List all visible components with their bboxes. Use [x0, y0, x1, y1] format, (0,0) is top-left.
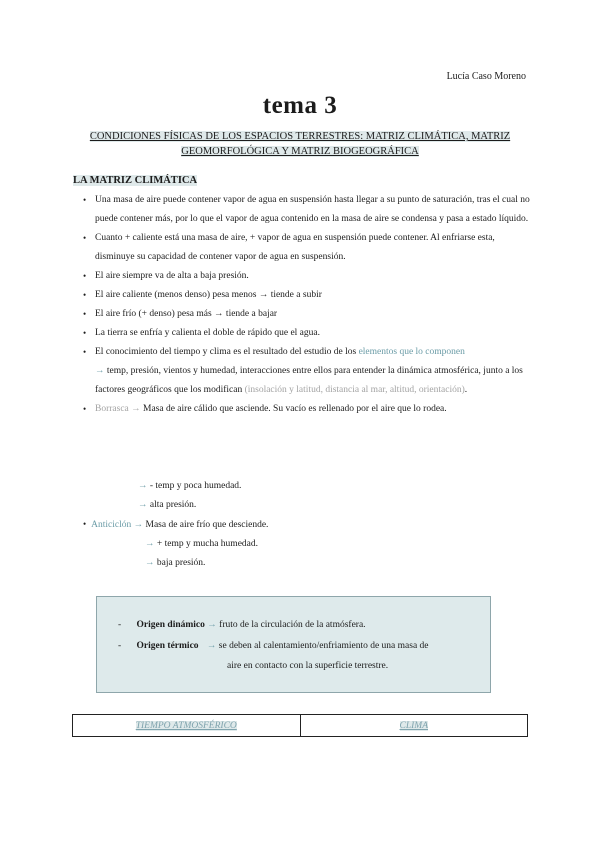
anticiclon-sub-text: + temp y mucha humedad. — [154, 539, 258, 549]
dash: - — [118, 620, 122, 630]
anticiclon-sub-2 — [145, 554, 205, 573]
list-item — [74, 229, 534, 267]
origin-box — [96, 596, 491, 693]
bullet-icon: • — [83, 519, 87, 529]
highlight-elementos: elementos que lo componen — [358, 347, 465, 357]
subtitle-text: CONDICIONES FÍSICAS DE LOS ESPACIOS TERRESTRES: MATRIZ CLIMÁTICA, MATRIZ GEOMORFOLÓGICA Y MATRIZ BIOGEOGRÁFICA — [89, 131, 511, 157]
list-item — [74, 343, 534, 400]
borrasca-sub-text: alta presión. — [147, 500, 197, 510]
bullet-text: El aire siempre va de alta a baja presión. — [95, 271, 249, 281]
borrasca-sub-1 — [138, 477, 241, 496]
list-item — [74, 305, 534, 324]
bullet-text: temp, presión, vientos y humedad, interacciones entre ellos para entender la dinámica atmosférica, junto a los factores geográficos que los modifican — [95, 366, 523, 395]
arrow-icon: → — [145, 539, 155, 549]
list-item — [74, 191, 534, 229]
origen-termico-row — [118, 639, 429, 653]
arrow-icon: → — [95, 366, 105, 376]
section-heading — [73, 175, 197, 186]
arrow-icon: → — [207, 620, 217, 630]
anticiclon-text: Masa de aire frío que desciende. — [143, 520, 269, 530]
dash: - — [118, 641, 122, 651]
list-item — [74, 400, 534, 419]
bullet-icon: • — [83, 195, 87, 205]
bullet-text: La tierra se enfría y calienta el doble de rápido que el agua. — [95, 328, 320, 338]
arrow-icon: → — [138, 481, 148, 491]
anticiclon-term: Anticiclón — [91, 520, 132, 530]
origen-dinamico-label: Origen dinámico — [136, 620, 205, 630]
bullet-list — [74, 191, 534, 419]
borrasca-sub-text: - temp y poca humedad. — [147, 481, 242, 491]
table-header-clima — [300, 715, 528, 737]
list-item — [74, 324, 534, 343]
factores-note: (insolación y latitud, distancia al mar, altitud, orientación) — [244, 385, 465, 395]
origen-termico-continuation: aire en contacto con la superficie terrestre. — [227, 661, 389, 671]
page-title: tema 3 — [262, 92, 338, 119]
list-item — [74, 286, 534, 305]
borrasca-term: Borrasca — [95, 404, 129, 414]
table-header-tiempo — [73, 715, 301, 737]
section-heading-text: LA MATRIZ CLIMÁTICA — [73, 175, 198, 186]
origen-termico-label: Origen térmico — [136, 641, 199, 651]
author-name: Lucía Caso Moreno — [446, 71, 526, 82]
bullet-icon: • — [83, 233, 87, 243]
bullet-icon: • — [83, 271, 87, 281]
bullet-text: . — [464, 385, 468, 395]
bullet-text: Cuanto + caliente está una masa de aire, + vapor de agua en suspensión puede contener. Al enfriarse esta, disminuye su capacidad de contener vapor de agua en suspensión. — [95, 233, 495, 262]
bullet-text: El aire caliente (menos denso) pesa menos → tiende a subir — [95, 290, 322, 300]
anticiclon-item — [83, 515, 268, 535]
table-header-text: CLIMA — [399, 720, 428, 731]
bullet-text: Una masa de aire puede contener vapor de agua en suspensión hasta llegar a su punto de saturación, tras el cual no puede contener más, por lo que el vapor de agua contenido en la masa de aire se condensa y pasa a estado líquido. — [95, 195, 530, 224]
origen-termico-text: se deben al calentamiento/enfriamiento de una masa de — [216, 641, 429, 651]
subtitle — [70, 129, 530, 159]
list-item — [74, 267, 534, 286]
bullet-text: El aire frío (+ denso) pesa más → tiende a bajar — [95, 309, 278, 319]
arrow-icon: → — [145, 558, 155, 568]
bullet-icon: • — [83, 328, 87, 338]
origen-dinamico-text: fruto de la circulación de la atmósfera. — [216, 620, 366, 630]
borrasca-text: Masa de aire cálido que asciende. Su vacío es rellenado por el aire que lo rodea. — [140, 404, 447, 414]
bullet-icon: • — [83, 309, 87, 319]
table-header-text: TIEMPO ATMOSFÉRICO — [135, 720, 237, 731]
bullet-icon: • — [83, 347, 87, 357]
anticiclon-sub-text: baja presión. — [154, 558, 206, 568]
arrow-icon: → — [206, 641, 217, 651]
bullet-icon: • — [83, 290, 87, 300]
bullet-icon: • — [83, 404, 87, 414]
origen-dinamico-row — [118, 618, 366, 632]
comparison-table — [72, 714, 528, 737]
arrow-icon: → — [138, 500, 148, 510]
bullet-text: El conocimiento del tiempo y clima es el resultado del estudio de los — [95, 347, 359, 357]
arrow-icon: → — [131, 404, 141, 414]
anticiclon-sub-1 — [145, 535, 258, 554]
arrow-icon: → — [133, 520, 144, 530]
table-row — [73, 715, 528, 737]
borrasca-sub-2 — [138, 496, 196, 515]
